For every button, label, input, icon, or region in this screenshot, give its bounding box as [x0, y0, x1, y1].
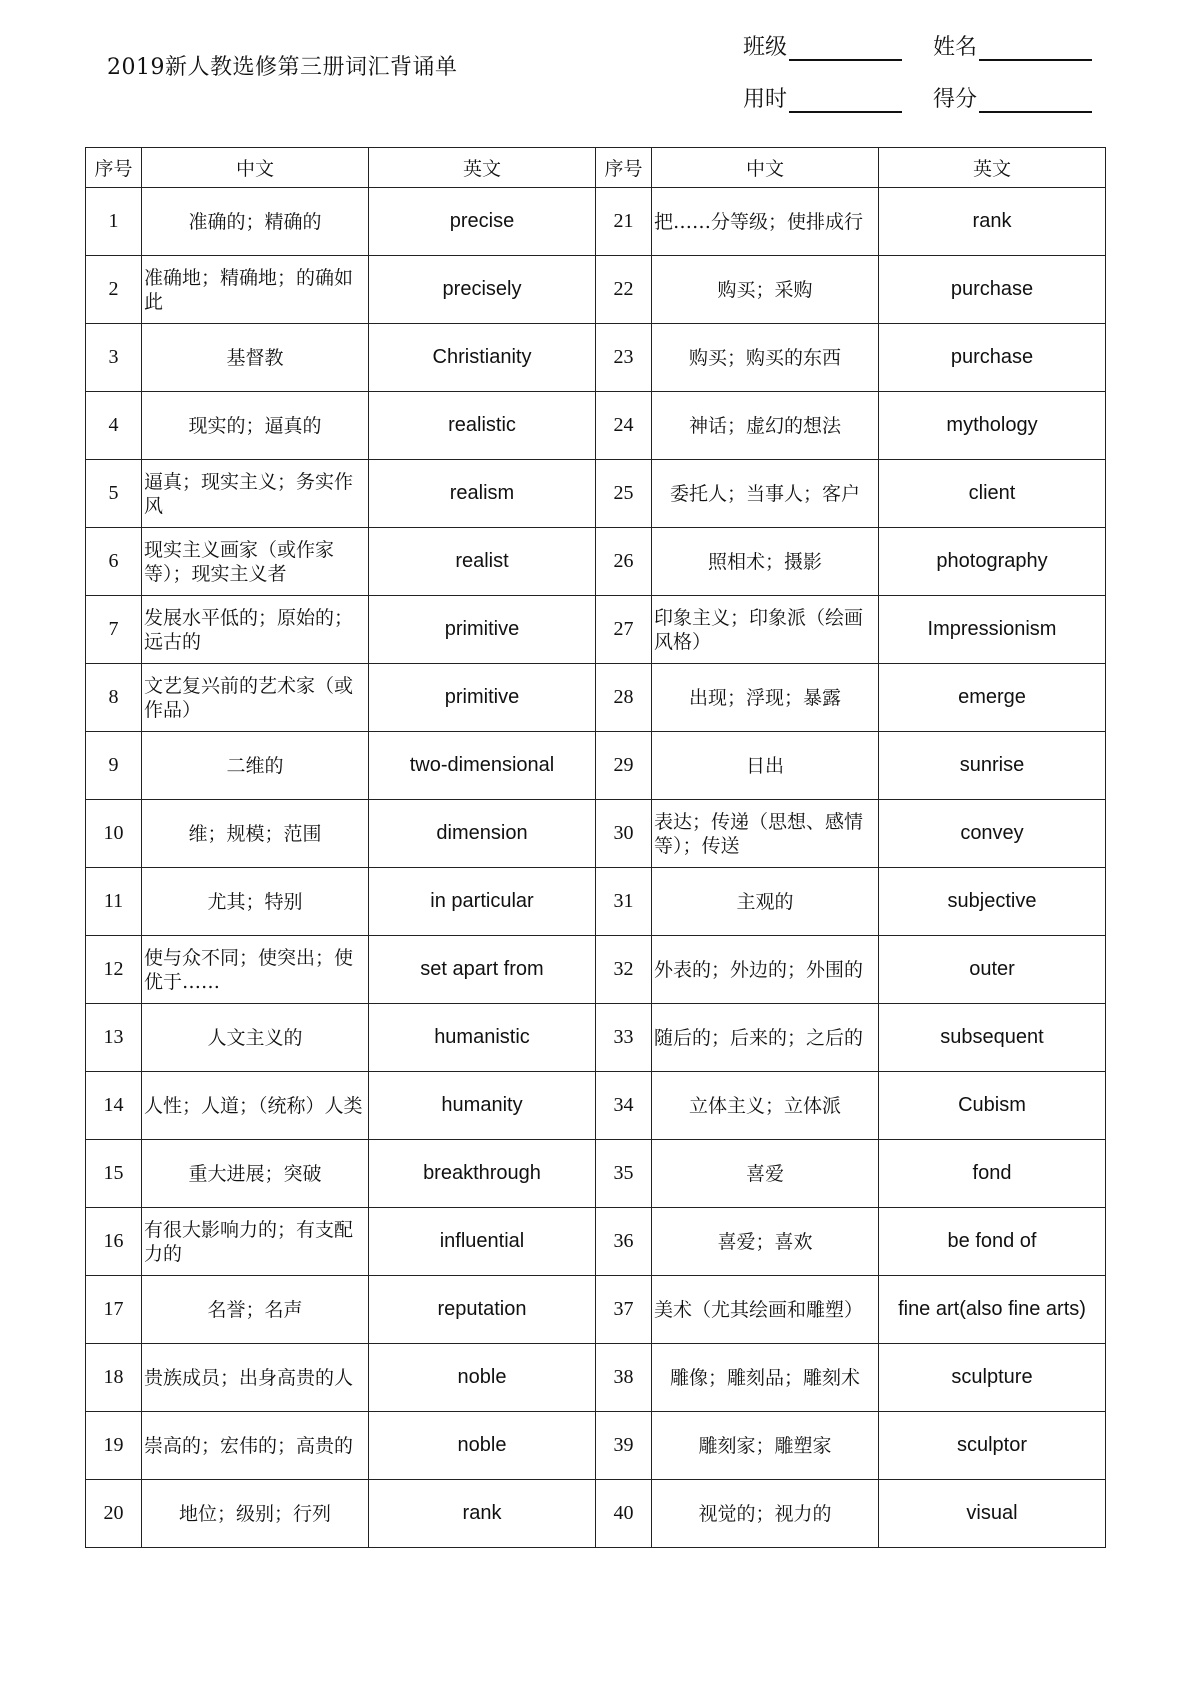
english-word-left: realist [369, 528, 596, 596]
row-number-left: 20 [86, 1480, 142, 1548]
row-number-left: 16 [86, 1208, 142, 1276]
chinese-meaning-right: 照相术；摄影 [652, 528, 879, 596]
chinese-meaning-left: 人性；人道；（统称）人类 [142, 1072, 369, 1140]
chinese-meaning-left: 基督教 [142, 324, 369, 392]
row-number-right: 26 [596, 528, 652, 596]
english-word-left: breakthrough [369, 1140, 596, 1208]
table-row [86, 188, 1106, 256]
row-number-left: 13 [86, 1004, 142, 1072]
chinese-meaning-right: 主观的 [652, 868, 879, 936]
chinese-meaning-left: 使与众不同；使突出；使优于…… [142, 936, 369, 1004]
row-number-right: 37 [596, 1276, 652, 1344]
header-no-left: 序号 [86, 148, 142, 188]
header-chinese-right: 中文 [652, 148, 879, 188]
chinese-meaning-right: 雕像；雕刻品；雕刻术 [652, 1344, 879, 1412]
row-number-left: 10 [86, 800, 142, 868]
table-row [86, 1344, 1106, 1412]
english-word-right: outer [879, 936, 1106, 1004]
score-label: 得分 [933, 87, 978, 112]
english-word-left: Christianity [369, 324, 596, 392]
english-word-left: noble [369, 1344, 596, 1412]
row-number-left: 8 [86, 664, 142, 732]
time-blank[interactable] [789, 89, 902, 113]
chinese-meaning-right: 日出 [652, 732, 879, 800]
chinese-meaning-right: 表达；传递（思想、感情等）；传送 [652, 800, 879, 868]
row-number-left: 17 [86, 1276, 142, 1344]
table-header-row [86, 148, 1106, 188]
english-word-left: in particular [369, 868, 596, 936]
row-number-right: 33 [596, 1004, 652, 1072]
row-number-right: 38 [596, 1344, 652, 1412]
english-word-right: fine art(also fine arts) [879, 1276, 1106, 1344]
chinese-meaning-left: 地位；级别；行列 [142, 1480, 369, 1548]
english-word-right: sculpture [879, 1344, 1106, 1412]
english-word-left: influential [369, 1208, 596, 1276]
chinese-meaning-right: 喜爱；喜欢 [652, 1208, 879, 1276]
row-number-left: 11 [86, 868, 142, 936]
row-number-right: 35 [596, 1140, 652, 1208]
chinese-meaning-left: 二维的 [142, 732, 369, 800]
chinese-meaning-right: 视觉的；视力的 [652, 1480, 879, 1548]
table-row [86, 868, 1106, 936]
row-number-left: 14 [86, 1072, 142, 1140]
row-number-left: 15 [86, 1140, 142, 1208]
row-number-left: 2 [86, 256, 142, 324]
row-number-left: 4 [86, 392, 142, 460]
row-number-left: 5 [86, 460, 142, 528]
chinese-meaning-left: 准确的；精确的 [142, 188, 369, 256]
row-number-left: 6 [86, 528, 142, 596]
english-word-right: photography [879, 528, 1106, 596]
table-row [86, 460, 1106, 528]
chinese-meaning-left: 人文主义的 [142, 1004, 369, 1072]
name-label: 姓名 [933, 35, 978, 60]
english-word-left: primitive [369, 664, 596, 732]
row-number-left: 7 [86, 596, 142, 664]
row-number-right: 39 [596, 1412, 652, 1480]
english-word-left: precise [369, 188, 596, 256]
chinese-meaning-left: 逼真；现实主义；务实作风 [142, 460, 369, 528]
english-word-right: mythology [879, 392, 1106, 460]
chinese-meaning-right: 随后的；后来的；之后的 [652, 1004, 879, 1072]
row-number-right: 28 [596, 664, 652, 732]
row-number-right: 25 [596, 460, 652, 528]
time-label: 用时 [743, 87, 788, 112]
english-word-left: humanistic [369, 1004, 596, 1072]
chinese-meaning-right: 印象主义；印象派（绘画风格） [652, 596, 879, 664]
row-number-right: 23 [596, 324, 652, 392]
name-blank[interactable] [979, 37, 1092, 61]
english-word-left: precisely [369, 256, 596, 324]
english-word-left: noble [369, 1412, 596, 1480]
row-number-right: 21 [596, 188, 652, 256]
english-word-left: set apart from [369, 936, 596, 1004]
chinese-meaning-right: 购买；采购 [652, 256, 879, 324]
english-word-left: dimension [369, 800, 596, 868]
english-word-right: subsequent [879, 1004, 1106, 1072]
table-row [86, 1480, 1106, 1548]
chinese-meaning-left: 崇高的；宏伟的；高贵的 [142, 1412, 369, 1480]
chinese-meaning-right: 立体主义；立体派 [652, 1072, 879, 1140]
english-word-left: humanity [369, 1072, 596, 1140]
english-word-left: realism [369, 460, 596, 528]
chinese-meaning-right: 喜爱 [652, 1140, 879, 1208]
row-number-right: 31 [596, 868, 652, 936]
chinese-meaning-left: 尤其；特别 [142, 868, 369, 936]
header-english-left: 英文 [369, 148, 596, 188]
english-word-right: convey [879, 800, 1106, 868]
table-row [86, 936, 1106, 1004]
table-row [86, 1072, 1106, 1140]
chinese-meaning-right: 购买；购买的东西 [652, 324, 879, 392]
chinese-meaning-left: 文艺复兴前的艺术家（或作品） [142, 664, 369, 732]
chinese-meaning-left: 重大进展；突破 [142, 1140, 369, 1208]
english-word-left: reputation [369, 1276, 596, 1344]
row-number-left: 19 [86, 1412, 142, 1480]
table-row [86, 596, 1106, 664]
table-row [86, 1276, 1106, 1344]
english-word-right: sculptor [879, 1412, 1106, 1480]
chinese-meaning-right: 把……分等级；使排成行 [652, 188, 879, 256]
table-row [86, 392, 1106, 460]
row-number-right: 34 [596, 1072, 652, 1140]
english-word-right: visual [879, 1480, 1106, 1548]
vocabulary-table-body [86, 188, 1106, 1548]
chinese-meaning-right: 委托人；当事人；客户 [652, 460, 879, 528]
english-word-right: purchase [879, 256, 1106, 324]
vocabulary-table [85, 147, 1106, 1548]
table-row [86, 1004, 1106, 1072]
chinese-meaning-left: 准确地；精确地；的确如此 [142, 256, 369, 324]
header-chinese-left: 中文 [142, 148, 369, 188]
row-number-left: 1 [86, 188, 142, 256]
table-row [86, 256, 1106, 324]
chinese-meaning-left: 维；规模；范围 [142, 800, 369, 868]
english-word-right: Cubism [879, 1072, 1106, 1140]
row-number-left: 18 [86, 1344, 142, 1412]
row-number-left: 9 [86, 732, 142, 800]
english-word-left: primitive [369, 596, 596, 664]
chinese-meaning-right: 雕刻家；雕塑家 [652, 1412, 879, 1480]
chinese-meaning-left: 贵族成员；出身高贵的人 [142, 1344, 369, 1412]
chinese-meaning-right: 美术（尤其绘画和雕塑） [652, 1276, 879, 1344]
score-blank[interactable] [979, 89, 1092, 113]
table-row [86, 324, 1106, 392]
name-field[interactable] [933, 30, 1092, 61]
header-english-right: 英文 [879, 148, 1106, 188]
table-row [86, 732, 1106, 800]
row-number-right: 27 [596, 596, 652, 664]
row-number-right: 36 [596, 1208, 652, 1276]
row-number-left: 12 [86, 936, 142, 1004]
english-word-left: realistic [369, 392, 596, 460]
english-word-right: subjective [879, 868, 1106, 936]
row-number-right: 32 [596, 936, 652, 1004]
chinese-meaning-left: 发展水平低的；原始的；远古的 [142, 596, 369, 664]
chinese-meaning-right: 神话；虚幻的想法 [652, 392, 879, 460]
english-word-right: client [879, 460, 1106, 528]
class-field[interactable] [743, 30, 902, 61]
score-field[interactable] [933, 82, 1092, 113]
table-row [86, 528, 1106, 596]
chinese-meaning-right: 外表的；外边的；外围的 [652, 936, 879, 1004]
header-no-right: 序号 [596, 148, 652, 188]
chinese-meaning-left: 现实的；逼真的 [142, 392, 369, 460]
class-blank[interactable] [789, 37, 902, 61]
chinese-meaning-left: 名誉；名声 [142, 1276, 369, 1344]
worksheet-title: 2019新人教选修第三册词汇背诵单 [107, 55, 458, 80]
table-row [86, 1412, 1106, 1480]
row-number-right: 30 [596, 800, 652, 868]
english-word-right: emerge [879, 664, 1106, 732]
english-word-right: fond [879, 1140, 1106, 1208]
chinese-meaning-left: 有很大影响力的；有支配力的 [142, 1208, 369, 1276]
class-label: 班级 [743, 35, 788, 60]
chinese-meaning-left: 现实主义画家（或作家等）；现实主义者 [142, 528, 369, 596]
row-number-right: 24 [596, 392, 652, 460]
english-word-left: rank [369, 1480, 596, 1548]
english-word-left: two-dimensional [369, 732, 596, 800]
time-field[interactable] [743, 82, 902, 113]
english-word-right: Impressionism [879, 596, 1106, 664]
row-number-right: 22 [596, 256, 652, 324]
chinese-meaning-right: 出现；浮现；暴露 [652, 664, 879, 732]
row-number-right: 40 [596, 1480, 652, 1548]
table-row [86, 800, 1106, 868]
table-row [86, 664, 1106, 732]
table-row [86, 1140, 1106, 1208]
row-number-left: 3 [86, 324, 142, 392]
row-number-right: 29 [596, 732, 652, 800]
table-row [86, 1208, 1106, 1276]
english-word-right: purchase [879, 324, 1106, 392]
english-word-right: sunrise [879, 732, 1106, 800]
english-word-right: be fond of [879, 1208, 1106, 1276]
english-word-right: rank [879, 188, 1106, 256]
